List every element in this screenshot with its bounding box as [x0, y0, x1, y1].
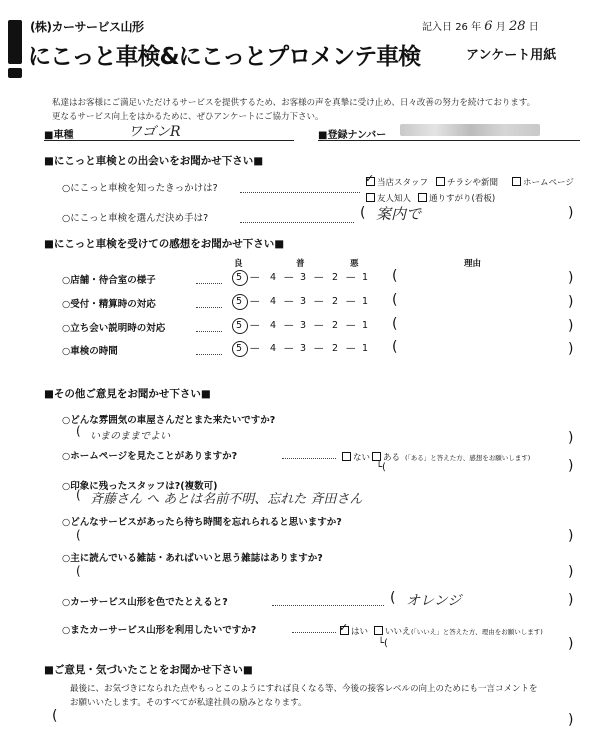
rating-item-label: ○立ち会い説明時の対応	[62, 323, 166, 334]
scale-dash: —	[250, 296, 260, 307]
use-again-note: (「いいえ」と答えた方、理由をお願いします)	[411, 628, 543, 636]
survey-subtitle: アンケート用紙	[466, 48, 557, 63]
scale-dash: —	[314, 272, 324, 283]
paren-open: (	[392, 292, 398, 308]
paren-open: (	[392, 316, 398, 332]
paren-close: )	[568, 430, 574, 446]
rating-option-2[interactable]: 2	[332, 343, 339, 354]
paren-open: (	[360, 205, 366, 221]
option-use-again-no[interactable]: いいえ	[374, 625, 411, 637]
paren-open: (	[76, 424, 81, 438]
q-atmosphere: ○どんな雰囲気の車屋さんだとまた来たいですか?	[62, 415, 276, 426]
memorable-staff-answer[interactable]: 斉藤さん へ あとは名前不明、忘れた 斉田さん	[90, 492, 363, 507]
intro-line-2: 更なるサービス向上をはかるために、ぜひアンケートにご協力下さい。	[52, 112, 324, 122]
scale-dash: —	[314, 343, 324, 354]
scale-dash: —	[346, 296, 356, 307]
option-use-again-yes[interactable]: ✓ はい	[339, 621, 369, 637]
rating-option-4[interactable]: 4	[270, 272, 277, 283]
q-color: ○カーサービス山形を色でたとえると?	[62, 597, 228, 608]
rating-option-1[interactable]: 1	[362, 272, 369, 283]
rating-option-5[interactable]: 5	[236, 320, 243, 331]
q-homepage: ○ホームページを見たことがありますか?	[62, 451, 238, 462]
scale-header-average: 普	[296, 259, 305, 269]
final-note-line-1: 最後に、お気づきになられた点やもっとこのようにすれば良くなる等、今後の接客レベルの向上のためにも一言コメントを	[70, 684, 538, 694]
selected-circle-mark	[232, 318, 248, 334]
q-homepage-leader	[282, 458, 336, 459]
rating-option-5[interactable]: 5	[236, 343, 243, 354]
q-magazines: ○主に読んでいる雑誌・あればいいと思う雑誌はありますか?	[62, 553, 323, 564]
checkbox-store-staff[interactable]: ✓	[365, 172, 375, 185]
rating-option-3[interactable]: 3	[300, 296, 307, 307]
date-year: 26	[455, 22, 468, 33]
paren-open: (	[390, 590, 396, 606]
vehicle-model-label: ■車種	[44, 130, 74, 141]
q-waiting-service: ○どんなサービスがあったら待ち時間を忘れられると思いますか?	[62, 517, 342, 528]
checkbox-homepage-no[interactable]	[342, 452, 351, 461]
rating-item-label: ○車検の時間	[62, 346, 118, 357]
rating-leader	[196, 354, 222, 355]
rating-leader	[196, 331, 222, 332]
rating-option-4[interactable]: 4	[270, 320, 277, 331]
rating-option-2[interactable]: 2	[332, 272, 339, 283]
q-deciding-factor-leader	[240, 222, 354, 223]
selected-circle-mark	[232, 270, 248, 286]
paren-close: )	[568, 294, 574, 310]
rating-option-3[interactable]: 3	[300, 343, 307, 354]
q-use-again: ○またカーサービス山形を利用したいですか?	[62, 625, 257, 636]
selected-circle-mark	[232, 294, 248, 310]
paren-close: )	[568, 712, 574, 728]
q-use-again-leader	[292, 632, 336, 633]
paren-close: )	[568, 564, 574, 580]
selected-circle-mark	[232, 341, 248, 357]
intro-line-1: 私達はお客様にご満足いただけるサービスを提供するため、お客様の声を真摯に受け止め、日々改善の努力を続けております。	[52, 98, 536, 108]
option-store-staff[interactable]: ✓ 当店スタッフ	[365, 172, 429, 188]
section-4-title: ■ご意見・気づいたことをお聞かせ下さい■	[44, 664, 253, 676]
rating-option-3[interactable]: 3	[300, 272, 307, 283]
rating-option-1[interactable]: 1	[362, 343, 369, 354]
rating-option-4[interactable]: 4	[270, 343, 277, 354]
date-day[interactable]: 28	[508, 19, 526, 34]
plate-underline	[318, 140, 580, 141]
scale-dash: —	[250, 320, 260, 331]
checkbox-use-again-no[interactable]	[374, 626, 383, 635]
plate-number-blurred	[400, 124, 540, 136]
q-how-found: ○にこっと車検を知ったきっかけは?	[62, 183, 218, 194]
atmosphere-answer[interactable]: いまのままでよい	[90, 431, 170, 442]
scale-dash: —	[314, 320, 324, 331]
rating-option-4[interactable]: 4	[270, 296, 277, 307]
final-note-line-2: お願いいたします。そのすべてが私達社員の励みとなります。	[70, 698, 307, 708]
homepage-note: (「ある」と答えた方、感想をお願いします)	[405, 454, 531, 462]
scale-dash: —	[346, 343, 356, 354]
paren-close: )	[568, 341, 574, 357]
option-homepage-yes[interactable]: ある	[372, 451, 400, 463]
section-2-title: ■にこっと車検を受けての感想をお聞かせ下さい■	[44, 238, 285, 250]
checkbox-passing[interactable]	[418, 193, 427, 202]
rating-item-label: ○受付・精算時の対応	[62, 299, 156, 310]
scale-dash: —	[284, 320, 294, 331]
q-color-leader	[272, 605, 384, 606]
rating-option-3[interactable]: 3	[300, 320, 307, 331]
vehicle-model-value[interactable]: ワゴンR	[128, 124, 181, 140]
checkbox-friend[interactable]	[366, 193, 375, 202]
option-friend[interactable]: 友人知人	[366, 192, 411, 204]
survey-title: にこっと車検&にこっとプロメンテ車検	[28, 44, 421, 70]
checkbox-homepage-yes[interactable]	[372, 452, 381, 461]
scale-dash: —	[346, 320, 356, 331]
arrow-bracket: └(	[376, 462, 386, 473]
scale-dash: —	[314, 296, 324, 307]
paren-close: )	[568, 592, 574, 608]
rating-option-1[interactable]: 1	[362, 296, 369, 307]
scale-dash: —	[284, 272, 294, 283]
option-homepage-no[interactable]: ない	[342, 451, 370, 463]
paren-open: (	[76, 528, 81, 542]
exclamation-mark-icon	[8, 20, 22, 64]
date-label: 記入日	[422, 22, 452, 33]
exclamation-dot-icon	[8, 68, 22, 78]
paren-open: (	[76, 564, 81, 578]
rating-option-1[interactable]: 1	[362, 320, 369, 331]
arrow-bracket: └(	[378, 638, 388, 649]
paren-close: )	[568, 270, 574, 286]
section-1-title: ■にこっと車検との出会いをお聞かせ下さい■	[44, 155, 264, 167]
q-how-found-leader	[240, 192, 360, 193]
option-homepage[interactable]: ホームページ	[512, 176, 574, 188]
paren-close: )	[568, 458, 574, 474]
scale-dash: —	[284, 296, 294, 307]
paren-open: (	[392, 339, 398, 355]
scale-dash: —	[250, 272, 260, 283]
scale-dash: —	[346, 272, 356, 283]
rating-option-5[interactable]: 5	[236, 296, 243, 307]
scale-header-bad: 悪	[350, 259, 359, 269]
rating-item-label: ○店舗・待合室の様子	[62, 275, 156, 286]
rating-option-2[interactable]: 2	[332, 296, 339, 307]
rating-leader	[196, 307, 222, 308]
rating-option-5[interactable]: 5	[236, 272, 243, 283]
option-passing[interactable]: 通りすがり(看板)	[418, 192, 495, 204]
paren-close: )	[568, 528, 574, 544]
checkbox-homepage[interactable]	[512, 177, 521, 186]
rating-leader	[196, 283, 222, 284]
q-deciding-factor: ○にこっと車検を選んだ決め手は?	[62, 213, 209, 224]
paren-close: )	[568, 636, 574, 652]
paren-close: )	[568, 205, 574, 221]
checkbox-flyer[interactable]	[436, 177, 445, 186]
paren-open: (	[76, 488, 81, 502]
option-flyer[interactable]: チラシや新聞	[436, 176, 498, 188]
scale-header-good: 良	[234, 259, 243, 269]
vehicle-model-underline	[44, 140, 294, 141]
rating-option-2[interactable]: 2	[332, 320, 339, 331]
reason-header: 理由	[464, 259, 482, 269]
paren-close: )	[568, 318, 574, 334]
entry-date: 記入日 26 年 6 月 28 日	[422, 19, 539, 34]
plate-label: ■登録ナンバー	[318, 130, 387, 141]
paren-open: (	[392, 268, 398, 284]
deciding-factor-answer[interactable]: 案内で	[376, 205, 422, 223]
paren-open: (	[52, 708, 58, 724]
color-answer[interactable]: オレンジ	[406, 593, 462, 609]
q-memorable-staff: ○印象に残ったスタッフは?(複数可)	[62, 481, 218, 492]
company-logo: (株)カーサービス山形	[30, 20, 144, 34]
scale-dash: —	[250, 343, 260, 354]
section-3-title: ■その他ご意見をお聞かせ下さい■	[44, 388, 211, 400]
date-month[interactable]: 6	[484, 19, 493, 34]
checkbox-use-again-yes[interactable]: ✓	[339, 621, 349, 634]
scale-dash: —	[284, 343, 294, 354]
